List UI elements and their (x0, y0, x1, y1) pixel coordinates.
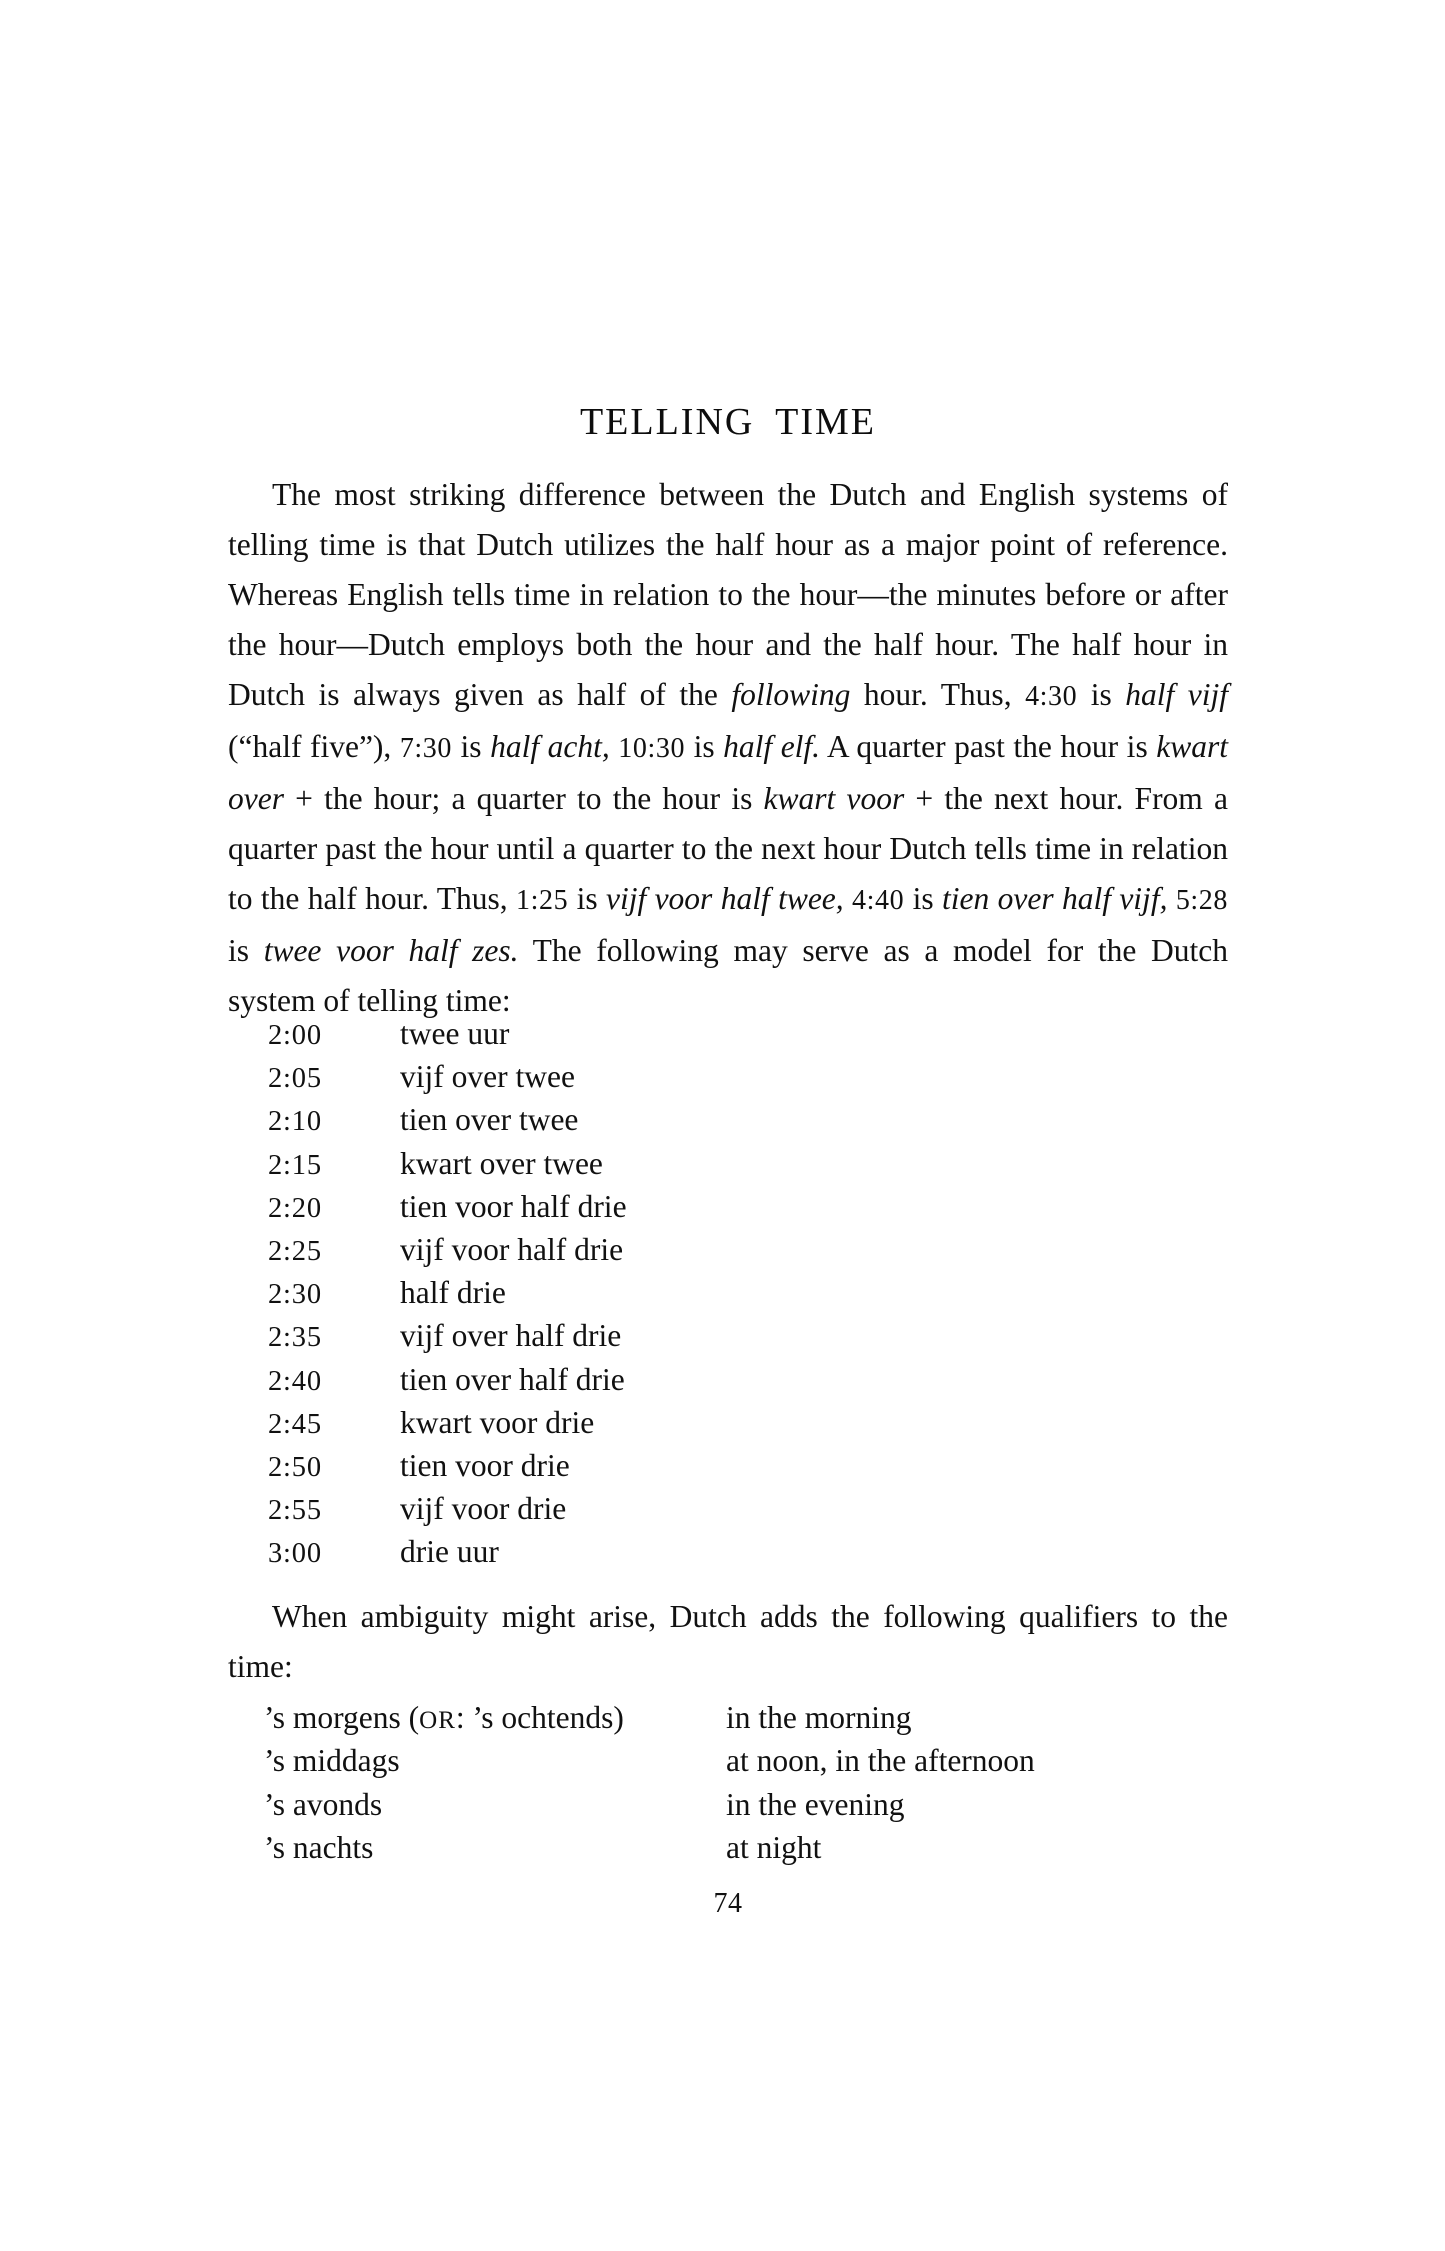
dutch-qualifier-pre: ’s avonds (264, 1786, 383, 1822)
time-value: 2:05 (268, 1063, 322, 1095)
page-number: 74 (713, 1888, 743, 1919)
intro-time-730: 7:30 (399, 733, 453, 764)
table-row (268, 1491, 627, 1534)
english-gloss: at noon, in the afternoon (726, 1743, 1035, 1779)
table-row (264, 1787, 1035, 1830)
dutch-phrase: vijf voor half drie (400, 1231, 624, 1267)
dutch-qualifier (264, 1830, 726, 1866)
intro-text-part-16: The following may serve as a model for the Dutch system of telling time: (228, 933, 1228, 1018)
intro-time-430: 4:30 (1025, 681, 1078, 712)
dutch-phrase: tien over twee (400, 1102, 579, 1138)
table-row (268, 1448, 627, 1491)
english-gloss: in the evening (726, 1786, 905, 1822)
intro-text-part-13: is (904, 881, 942, 916)
intro-italic-kwart-over: kwart over (228, 729, 1228, 816)
intro-text-part-12 (844, 881, 852, 916)
time-value: 2:10 (268, 1106, 322, 1138)
intro-time-125: 1:25 (516, 885, 569, 916)
dutch-phrase: tien voor drie (400, 1447, 570, 1483)
table-row (268, 1016, 627, 1059)
time-value: 2:25 (268, 1235, 322, 1267)
dutch-qualifier-post: : ’s ochtends) (455, 1700, 624, 1735)
intro-text-part-14 (1167, 881, 1175, 916)
table-row (264, 1743, 1035, 1786)
intro-italic-following: following (731, 677, 851, 712)
dutch-qualifier-pre: ’s middags (264, 1743, 400, 1779)
dutch-phrase: vijf voor drie (400, 1491, 567, 1527)
qualifier-table (264, 1700, 1035, 1873)
dutch-phrase: twee uur (400, 1016, 510, 1051)
dutch-phrase: kwart voor drie (400, 1404, 595, 1440)
dutch-phrase: vijf over twee (400, 1059, 575, 1095)
time-value: 2:20 (268, 1192, 322, 1224)
time-value: 3:00 (268, 1538, 322, 1570)
intro-text-part-8: A quarter past the hour is (820, 729, 1157, 764)
intro-text-part-7: is (685, 729, 724, 764)
intro-text-part-11: is (568, 881, 606, 916)
english-gloss: at night (726, 1829, 822, 1865)
table-row (268, 1534, 627, 1577)
qualifiers-paragraph (228, 1592, 1228, 1692)
time-value: 2:40 (268, 1365, 322, 1397)
intro-italic-kwart-voor: kwart voor (763, 781, 905, 816)
dutch-phrase: drie uur (400, 1534, 499, 1570)
intro-text-part-10: + the next hour. From a quarter past the hour until a quarter to the next hour Dutch tells time in relation to the half hour. Thus, (228, 781, 1228, 916)
table-row (268, 1102, 627, 1145)
intro-text-part-1: The most striking difference between the Dutch and English systems of telling time is that Dutch utilizes the half hour as a major point of reference. Whereas English tells time in relation to the hour—the minutes before or after the hour—Dutch employs both the hour and the half hour. The half hour in Dutch is always given as half of the (228, 477, 1228, 712)
intro-italic-half-acht: half acht, (490, 729, 610, 764)
intro-text-part-9: + the hour; a quarter to the hour is (283, 781, 764, 816)
time-value: 2:30 (268, 1279, 322, 1311)
dutch-phrase: tien over half drie (400, 1361, 625, 1397)
or-smallcaps: OR (419, 1707, 456, 1734)
table-row (268, 1275, 627, 1318)
time-value: 2:00 (268, 1020, 322, 1051)
table-row (264, 1830, 1035, 1873)
intro-italic-twee-voor-half-zes: twee voor half zes. (263, 933, 519, 968)
table-row (268, 1362, 627, 1405)
dutch-phrase: vijf over half drie (400, 1318, 622, 1354)
table-row (264, 1700, 1035, 1743)
dutch-qualifier (264, 1700, 726, 1736)
qualifiers-intro-text: When ambiguity might arise, Dutch adds the following qualifiers to the time: (228, 1599, 1228, 1684)
intro-time-528: 5:28 (1175, 885, 1229, 916)
time-table (268, 1016, 627, 1577)
intro-italic-vijf-voor-half-twee: vijf voor half twee, (605, 881, 844, 916)
intro-text-part-5: is (452, 729, 491, 764)
table-row (268, 1146, 627, 1189)
time-value: 2:15 (268, 1149, 322, 1181)
table-row (268, 1232, 627, 1275)
time-value: 2:55 (268, 1495, 322, 1527)
intro-italic-half-vijf: half vijf (1125, 677, 1229, 712)
dutch-phrase: tien voor half drie (400, 1188, 627, 1224)
intro-text-part-3: is (1077, 677, 1126, 712)
table-row (268, 1059, 627, 1102)
page-title: TELLING TIME (579, 401, 877, 444)
dutch-qualifier-pre: ’s morgens ( (264, 1700, 420, 1735)
intro-italic-half-elf: half elf. (723, 729, 821, 764)
time-value: 2:45 (268, 1408, 322, 1440)
dutch-qualifier (264, 1787, 726, 1823)
dutch-qualifier-pre: ’s nachts (264, 1829, 374, 1865)
intro-paragraph (228, 470, 1228, 1026)
intro-italic-tien-over-half-vijf: tien over half vijf, (942, 881, 1168, 916)
english-gloss: in the morning (726, 1700, 912, 1735)
table-row (268, 1405, 627, 1448)
table-row (268, 1318, 627, 1361)
dutch-qualifier (264, 1743, 726, 1779)
intro-text-part-6 (610, 729, 619, 764)
intro-text-part-2: hour. Thus, (850, 677, 1026, 712)
intro-time-440: 4:40 (852, 885, 905, 916)
intro-text-part-4: (“half five”), (228, 729, 400, 764)
dutch-phrase: half drie (400, 1275, 506, 1311)
time-value: 2:50 (268, 1451, 322, 1483)
intro-time-1030: 10:30 (618, 733, 686, 764)
intro-text-part-15: is (228, 933, 264, 968)
time-value: 2:35 (268, 1322, 322, 1354)
table-row (268, 1189, 627, 1232)
dutch-phrase: kwart over twee (400, 1145, 603, 1181)
